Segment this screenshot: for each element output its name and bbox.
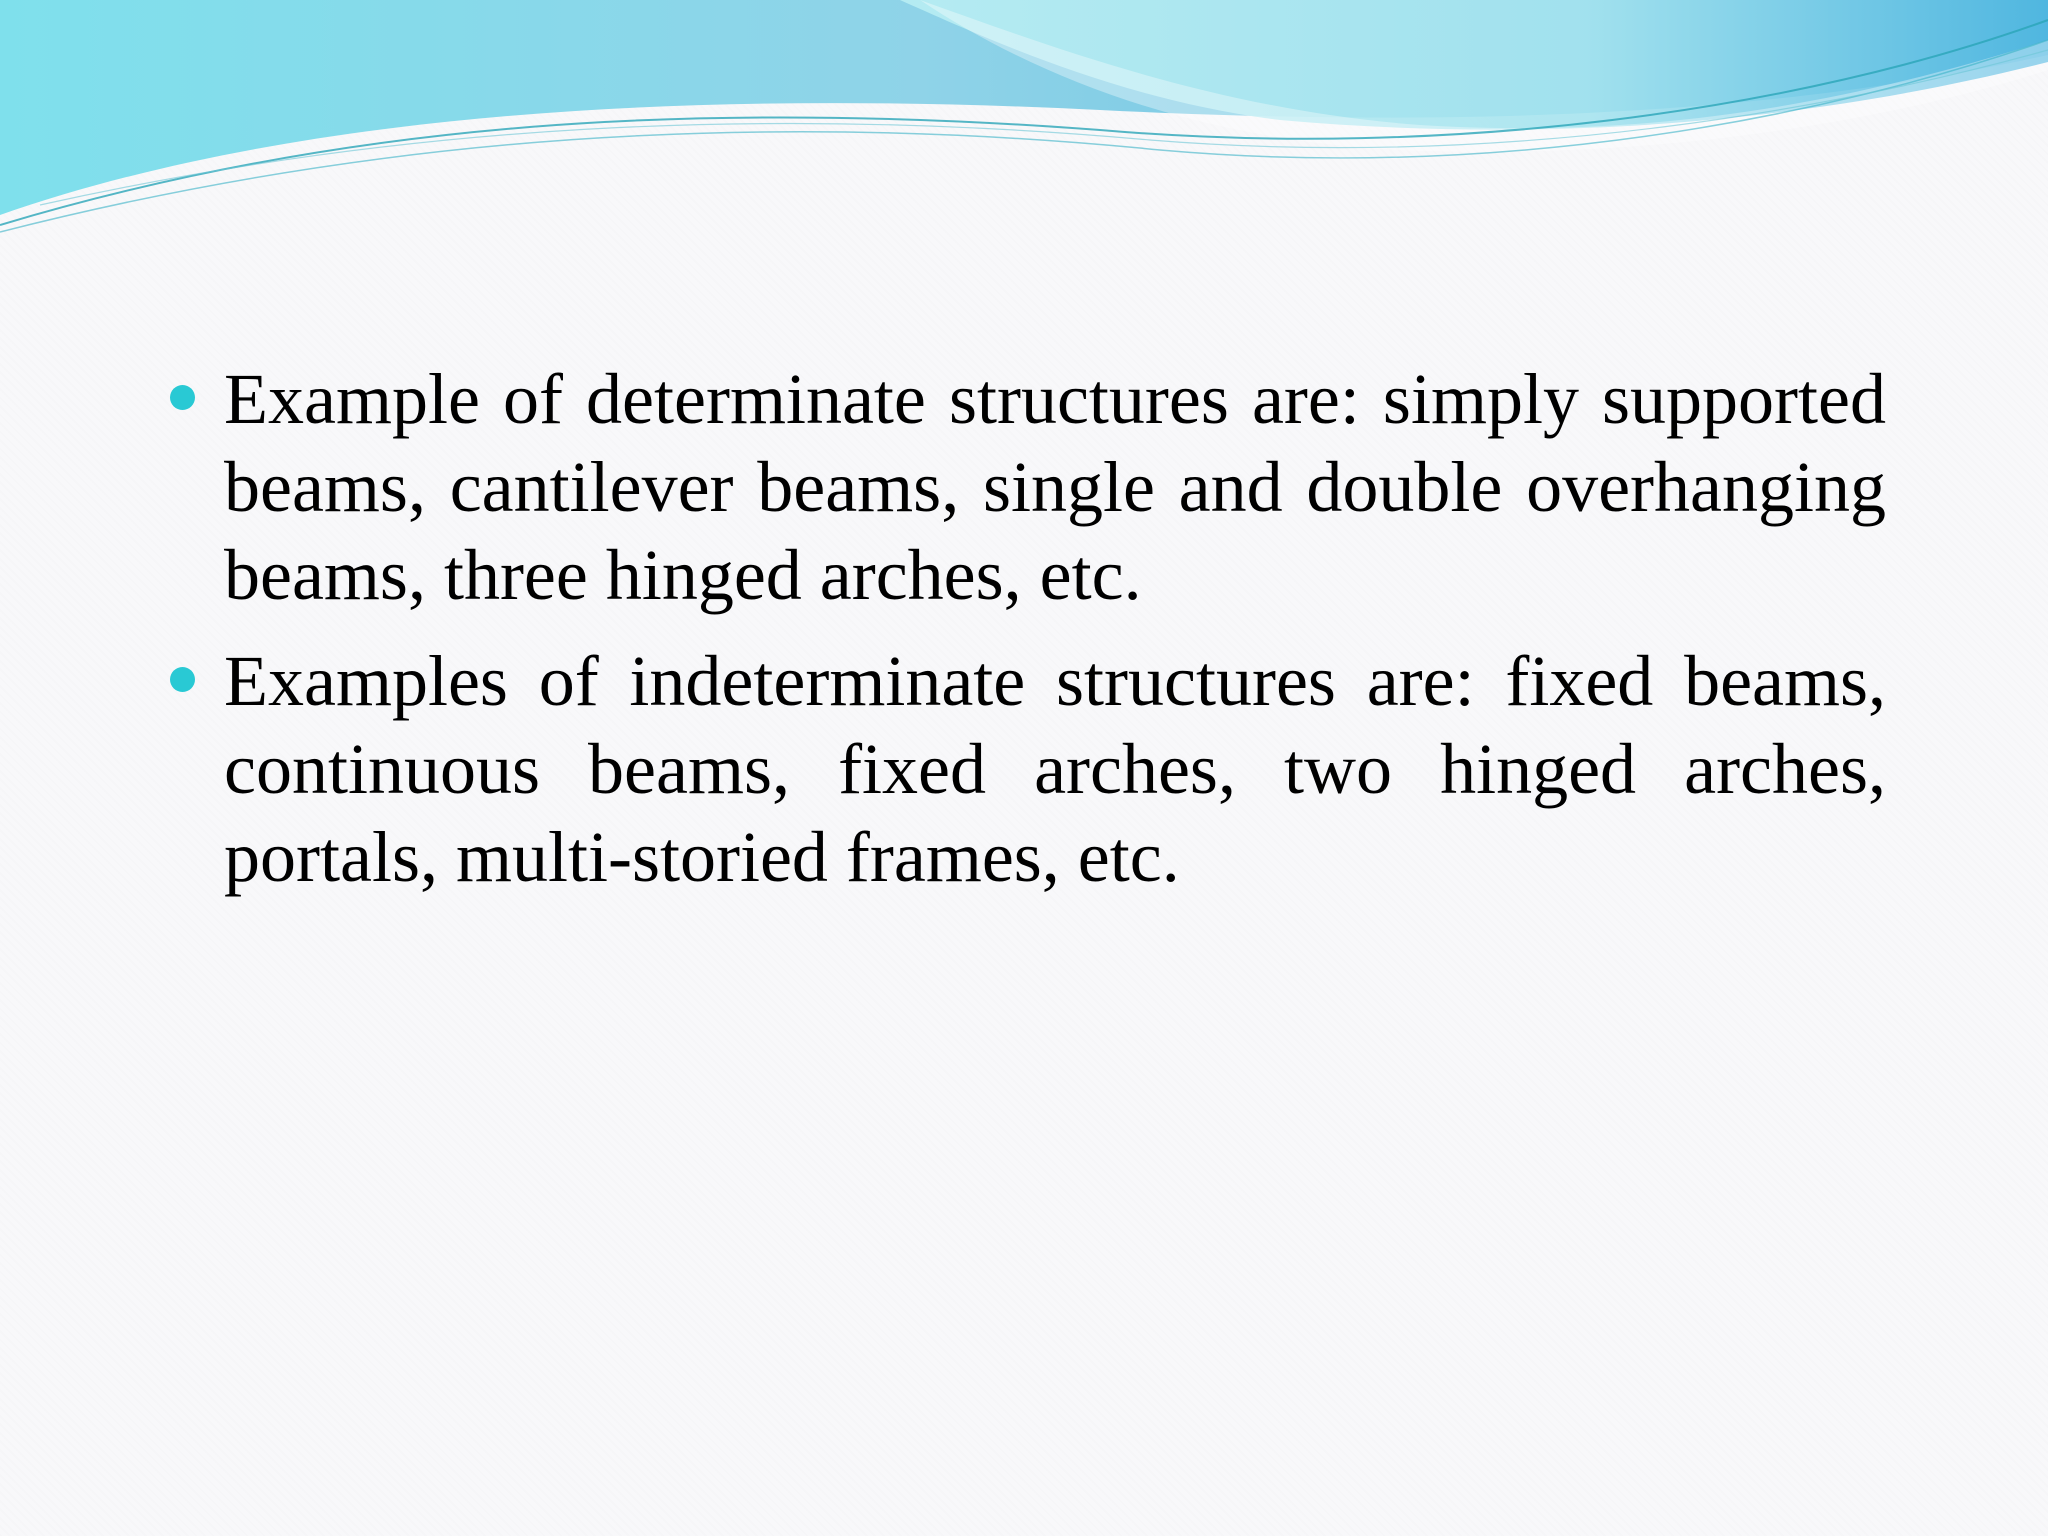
bullet-item-determinate: [160, 355, 1886, 619]
slide-content: [160, 355, 1886, 919]
wave-header-decoration: [0, 0, 2048, 240]
bullet-list: [160, 355, 1886, 901]
bullet-dot-icon: [170, 667, 195, 692]
bullet-text-indeterminate: Examples of indeterminate structures are: fixed beams, continuous beams, fixed arches, two hinged arches, portals, multi-storied frames, etc.: [224, 641, 1886, 897]
bullet-item-indeterminate: [160, 637, 1886, 901]
bullet-text-determinate: Example of determinate structures are: simply supported beams, cantilever beams, single and double overhanging beams, three hinged arches, etc.: [224, 359, 1886, 615]
bullet-dot-icon: [170, 385, 195, 410]
